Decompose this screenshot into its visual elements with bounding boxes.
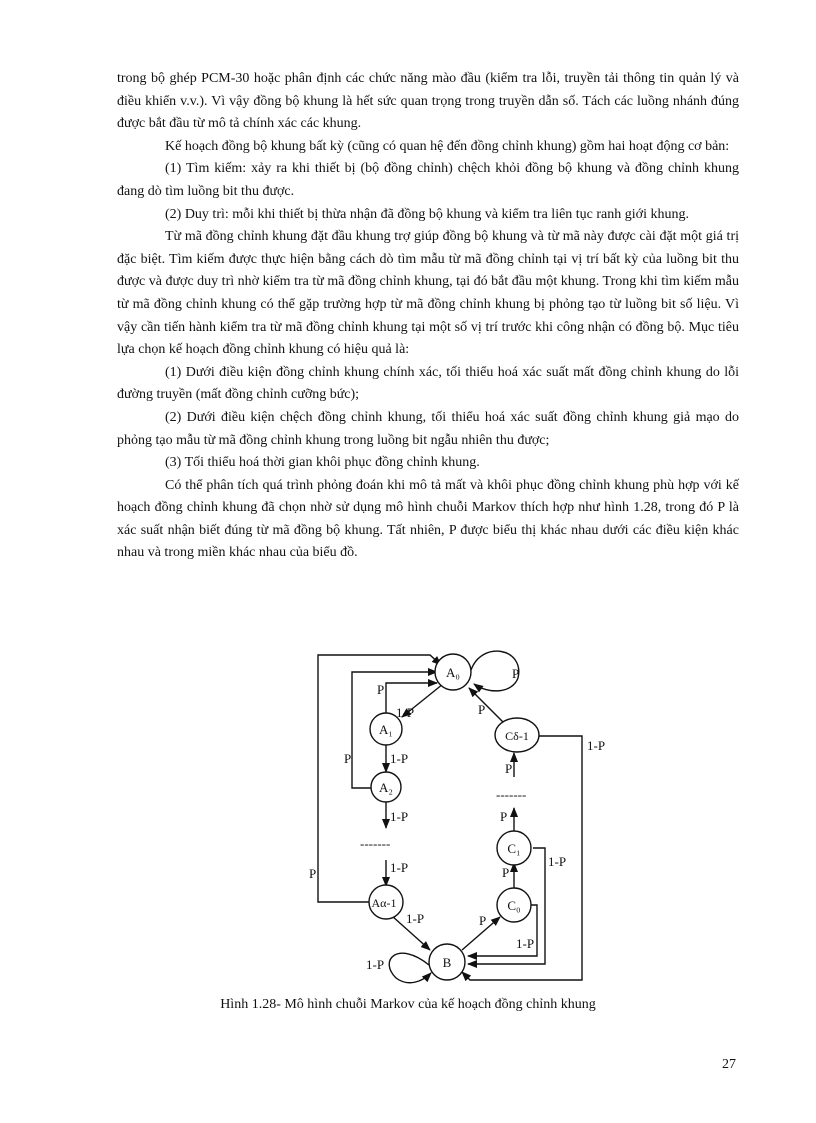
dashes-right: ------- [496, 787, 527, 802]
state-label-a0: A₀ [446, 665, 460, 680]
edge-cdelta-to-a0 [469, 688, 503, 722]
edge-label-a0-a1: 1-P [396, 705, 415, 720]
page-number: 27 [722, 1057, 736, 1072]
edge-label-a2-a0: P [344, 751, 352, 766]
figure-caption: Hình 1.28- Mô hình chuỗi Markov của kế hoạch đồng chỉnh khung [220, 997, 596, 1012]
dashes-left: ------- [360, 836, 391, 851]
state-label-c1: C₁ [507, 841, 521, 856]
edge-label-a0-self: P [512, 666, 520, 681]
edge-label-a1-a2: 1-P [390, 751, 409, 766]
paragraph: Từ mã đồng chỉnh khung đặt đầu khung trợ giúp đồng bộ khung và từ mã này được cài đặt một giá trị đặc biệt. Tìm kiếm được thực hiện bằng cách dò tìm mẫu từ mã đồng chỉnh tại vị trí bất kỳ của luồng bit thu được và được duy trì nhờ kiểm tra từ mã đồng chỉnh khung, tại đó bắt đầu một khung. Trong khi tìm kiếm mẫu từ mã đồng chỉnh khung có thể gặp trường hợp từ mã đồng chỉnh khung bị phỏng tạo từ luồng bit số liệu. Vì vậy cần tiến hành kiểm tra từ mã đồng chỉnh khung tại một số vị trí trước khi công nhận có đồng bộ. Mục tiêu lựa chọn kế hoạch đồng chỉnh khung có hiệu quả là: [117, 229, 739, 358]
paragraph: trong bộ ghép PCM-30 hoặc phân định các chức năng mào đầu (kiểm tra lỗi, truyền tải thông tin quản lý và điều khiển v.v.). Vì vậy đồng bộ khung là hết sức quan trọng trong truyền dẫn số. Tách các luồng nhánh đúng được bắt đầu từ mô tả chính xác các khung. [117, 71, 739, 132]
edge-label-c1-up: P [500, 809, 508, 824]
paragraph: Kế hoạch đồng bộ khung bất kỳ (cũng có quan hệ đến đồng chỉnh khung) gồm hai hoạt động cơ bản: [165, 138, 730, 154]
state-label-a1: A₁ [379, 722, 393, 737]
edge-label-cdelta-b: 1-P [587, 738, 606, 753]
paragraph: Có thể phân tích quá trình phỏng đoán khi mô tả mất và khôi phục đồng chỉnh khung phù hợp với kế hoạch đồng chỉnh khung đã chọn nhờ sử dụng mô hình chuỗi Markov thích hợp như hình 1.28, trong đó P là xác suất nhận biết đúng từ mã đồng bộ khung. Tất nhiên, P được biểu thị khác nhau dưới các điều kiện khác nhau và trong miền khác nhau của biểu đồ. [117, 477, 739, 561]
edge-label-a2-down: 1-P [390, 809, 409, 824]
state-label-a2: A₂ [379, 780, 393, 795]
paragraph: (1) Dưới điều kiện đồng chỉnh khung chính xác, tối thiểu hoá xác suất mất đồng chỉnh khung do lỗi đường truyền (mất đồng chỉnh cưỡng bức); [117, 364, 739, 403]
edge-label-b-c0: P [479, 913, 487, 928]
edge-label-c0-c1: P [502, 865, 510, 880]
edge-label-c0-b: 1-P [516, 936, 535, 951]
edge-label-b-self: 1-P [366, 957, 385, 972]
edge-label-aalpha-a0: P [309, 866, 317, 881]
edge-label-cdelta-a0: P [478, 702, 486, 717]
edge-label-into-cdelta: P [505, 761, 513, 776]
paragraph: (2) Duy trì: mỗi khi thiết bị thừa nhận đã đồng bộ khung và kiểm tra liên tục ranh giới khung. [165, 206, 689, 222]
edge-b-self [389, 953, 431, 982]
edge-label-c1-b: 1-P [548, 854, 567, 869]
paragraph: (2) Dưới điều kiện chệch đồng chỉnh khung, tối thiểu hoá xác suất đồng chỉnh khung giả mạo do phỏng tạo mẫu từ mã đồng chỉnh khung trong luồng bit ngẫu nhiên thu được; [117, 409, 739, 448]
state-label-cdelta: Cδ-1 [505, 729, 529, 743]
paragraph: (3) Tối thiểu hoá thời gian khôi phục đồng chỉnh khung. [165, 455, 480, 471]
state-label-aalpha: Aα-1 [371, 896, 397, 910]
edge-label-into-aalpha: 1-P [390, 860, 409, 875]
state-label-b: B [442, 955, 452, 970]
edge-label-a1-a0: P [377, 682, 385, 697]
edge-label-aalpha-b: 1-P [406, 911, 425, 926]
state-label-c0: C₀ [507, 898, 521, 913]
paragraph: (1) Tìm kiếm: xảy ra khi thiết bị (bộ đồng chỉnh) chệch khỏi đồng bộ khung và đồng chỉnh khung đang dò tìm luồng bit thu được. [117, 161, 739, 199]
